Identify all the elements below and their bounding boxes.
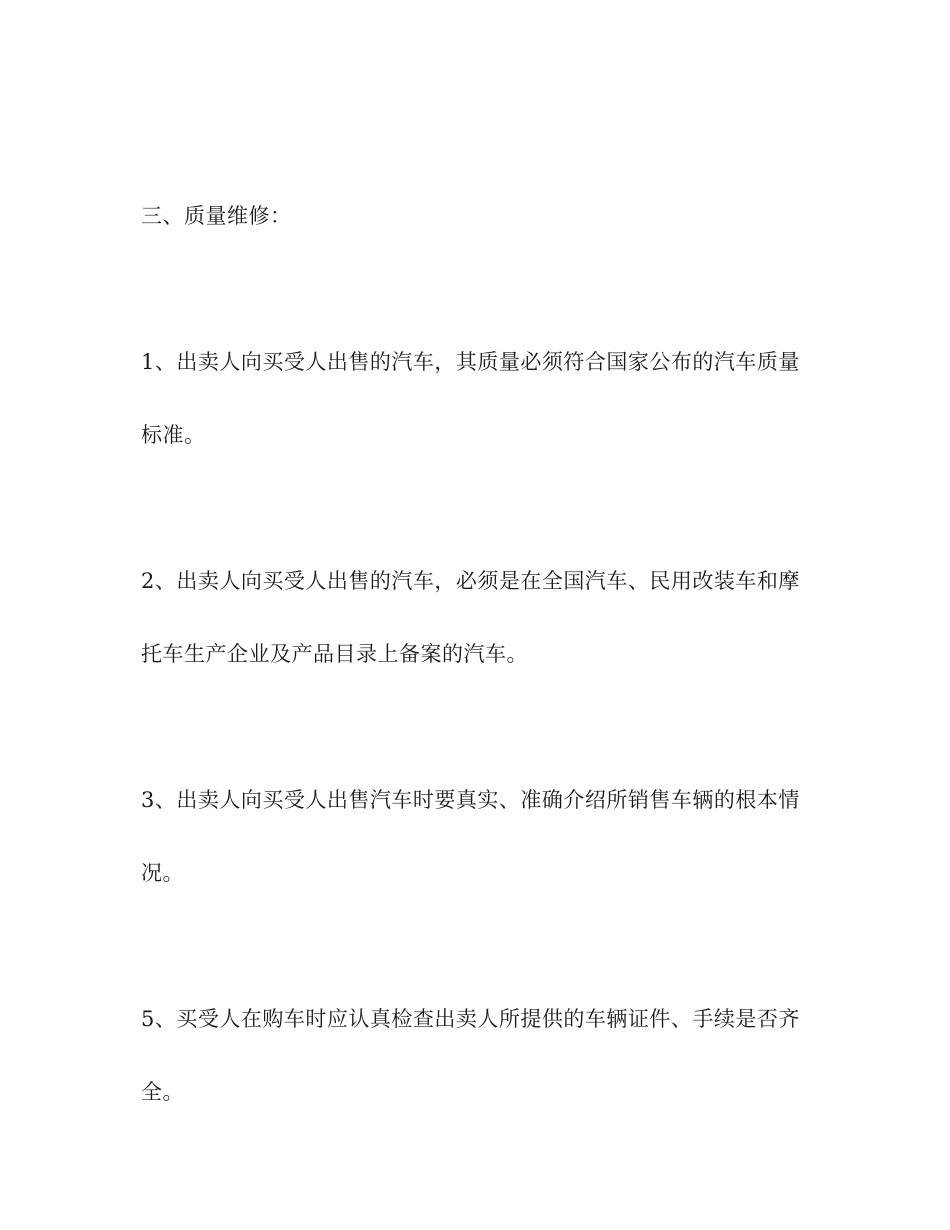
clause-2-line-1: 2、出卖人向买受人出售的汽车，必须是在全国汽车、民用改装车和摩 [141,569,800,593]
clause-3-line-1: 3、出卖人向买受人出售汽车时要真实、准确介绍所销售车辆的根本情 [141,788,800,812]
clause-1-line-2: 标准。 [141,423,206,447]
clause-2-line-2: 托车生产企业及产品目录上备案的汽车。 [141,642,528,666]
clause-3-line-2: 况。 [141,861,184,885]
clause-5-line-2: 全。 [141,1080,184,1104]
clause-1-line-1: 1、出卖人向买受人出售的汽车，其质量必须符合国家公布的汽车质量 [141,350,800,374]
clause-5-line-1: 5、买受人在购车时应认真检查出卖人所提供的车辆证件、手续是否齐 [141,1007,800,1031]
section-heading: 三、质量维修： [141,204,292,228]
